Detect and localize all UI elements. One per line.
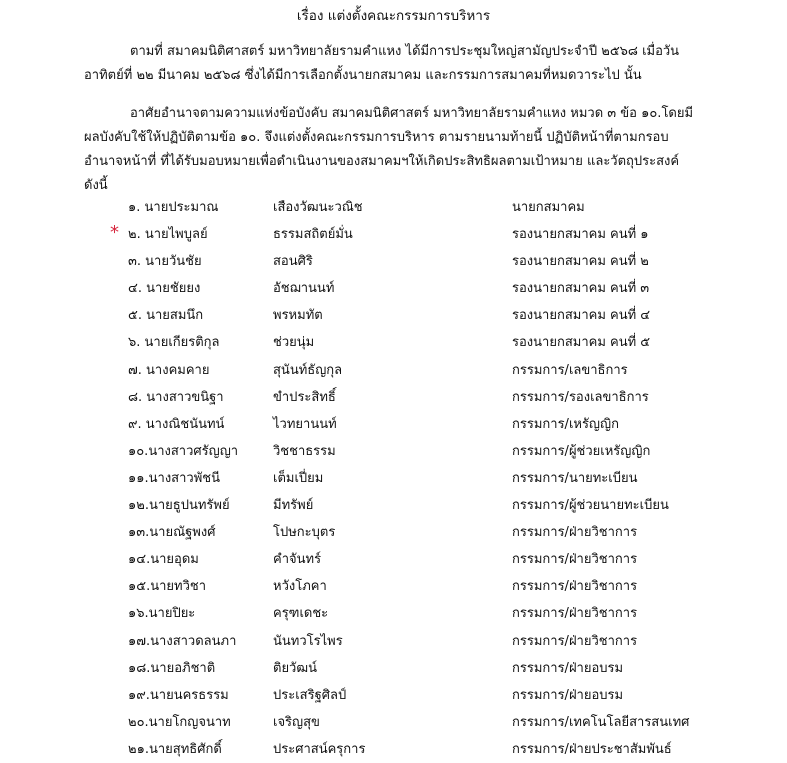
list-item: [0, 709, 787, 736]
list-item: [0, 736, 787, 763]
member-role: กรรมการ/ผู้ช่วยนายทะเบียน: [512, 498, 669, 514]
member-last-name: วิชชาธรรม: [273, 443, 336, 459]
member-last-name: พรหมทัต: [273, 308, 323, 324]
member-last-name: นันทวโรไพร: [273, 633, 343, 649]
member-list: [0, 194, 787, 763]
member-last-name: มีทรัพย์: [273, 498, 314, 514]
member-role: กรรมการ/ฝ่ายวิชาการ: [512, 633, 638, 649]
member-first-name: ๒๑.นายสุทธิศักดิ์: [128, 741, 222, 757]
member-last-name: ประเสริฐศิลป์: [273, 687, 347, 703]
list-item: [0, 411, 787, 438]
member-first-name: ๓. นายวันชัย: [128, 254, 202, 270]
member-first-name: ๑๗.นางสาวดลนภา: [128, 633, 237, 649]
authority-paragraph: [84, 102, 704, 198]
list-item: [0, 302, 787, 329]
list-item: [0, 329, 787, 356]
list-item: [0, 438, 787, 465]
list-item: [0, 600, 787, 627]
list-item: [0, 275, 787, 302]
intro-paragraph-text: ตามที่ สมาคมนิติศาสตร์ มหาวิทยาลัยรามคำแหง ได้มีการประชุมใหญ่สามัญประจำปี ๒๕๖๘ เมื่อวันอาทิตย์ที่ ๒๒ มีนาคม ๒๕๖๘ ซึ่งได้มีการเลือกตั้งนายกสมาคม และกรรมการสมาคมที่หมดวาระไป นั้น: [84, 44, 680, 83]
member-first-name: ๑๘.นายอภิชาติ: [128, 660, 216, 676]
member-role: กรรมการ/ฝ่ายอบรม: [512, 687, 624, 703]
member-role: นายกสมาคม: [512, 200, 585, 215]
member-last-name: เจริญสุข: [273, 714, 320, 730]
member-first-name: ๒. นายไพบูลย์: [128, 227, 208, 243]
member-last-name: ไวทยานนท์: [273, 416, 337, 432]
member-role: รองนายกสมาคม คนที่ ๓: [512, 281, 650, 297]
list-item: [0, 357, 787, 384]
member-first-name: ๑๕.นายทวิชา: [128, 579, 207, 595]
intro-paragraph: [84, 40, 704, 88]
list-item: [0, 384, 787, 411]
member-role: รองนายกสมาคม คนที่ ๕: [512, 335, 651, 351]
member-first-name: ๑๙.นายนครธรรม: [128, 687, 229, 703]
list-item: [0, 546, 787, 573]
member-last-name: ติยวัฒน์: [273, 660, 317, 676]
member-role: กรรมการ/ผู้ช่วยเหรัญญิก: [512, 443, 651, 459]
member-first-name: ๕. นายสมนึก: [128, 308, 204, 324]
member-first-name: ๗. นางคมคาย: [128, 362, 210, 378]
member-first-name: ๑๓.นายณัฐพงศ์: [128, 525, 216, 541]
member-last-name: สอนศิริ: [273, 254, 313, 270]
authority-paragraph-text: อาศัยอำนาจตามความแห่งข้อบังคับ สมาคมนิติศาสตร์ มหาวิทยาลัยรามคำแหง หมวด ๓ ข้อ ๑๐.โดยมีผลบังคับใช้ให้ปฏิบัติตามข้อ ๑๐. จึงแต่งตั้งคณะกรรมการบริหาร ตามรายนามท้ายนี้ ปฏิบัติหน้าที่ตามกรอบอำนาจหน้าที่ ที่ได้รับมอบหมายเพื่อดำเนินงานของสมาคมฯให้เกิดประสิทธิผลตามเป้าหมาย และวัตถุประสงค์ ดังนี้: [84, 106, 694, 193]
list-item: [0, 492, 787, 519]
member-first-name: ๑๑.นางสาวพัชนี: [128, 470, 220, 486]
member-last-name: ธรรมสถิตย์มั่น: [273, 227, 353, 243]
member-last-name: คำจันทร์: [273, 552, 322, 568]
member-last-name: อัชฌานนท์: [273, 281, 335, 297]
member-first-name: ๑๖.นายปิยะ: [128, 606, 196, 622]
member-role: รองนายกสมาคม คนที่ ๑: [512, 227, 649, 243]
member-last-name: สุนันท์ธัญกุล: [273, 362, 343, 378]
list-item: [0, 519, 787, 546]
member-last-name: ช่วยนุ่ม: [273, 335, 315, 351]
member-last-name: ครุฑเดชะ: [273, 606, 329, 622]
member-first-name: ๔. นายชัยยง: [128, 281, 201, 297]
member-first-name: ๙. นางณิชนันทน์: [128, 416, 225, 432]
member-role: รองนายกสมาคม คนที่ ๔: [512, 308, 651, 324]
member-role: กรรมการ/เหรัญญิก: [512, 416, 619, 432]
member-role: กรรมการ/ฝ่ายวิชาการ: [512, 525, 638, 541]
member-last-name: หวังโภคา: [273, 579, 327, 595]
member-role: กรรมการ/ฝ่ายวิชาการ: [512, 552, 638, 568]
member-first-name: ๑. นายประมาณ: [128, 200, 219, 215]
member-role: กรรมการ/เลขาธิการ: [512, 362, 628, 378]
member-last-name: เต็มเปี่ยม: [273, 470, 324, 486]
list-item: [0, 655, 787, 682]
member-role: รองนายกสมาคม คนที่ ๒: [512, 254, 649, 270]
member-first-name: ๘. นางสาวขนิฐา: [128, 389, 224, 405]
member-role: กรรมการ/ฝ่ายอบรม: [512, 660, 624, 676]
member-role: กรรมการ/ฝ่ายวิชาการ: [512, 579, 638, 595]
member-role: กรรมการ/เทคโนโลยีสารสนเทศ: [512, 714, 690, 730]
member-first-name: ๒๐.นายโกญจนาท: [128, 714, 231, 730]
member-first-name: ๑๒.นายธูปนทรัพย์: [128, 498, 230, 514]
member-first-name: ๑๔.นายอุดม: [128, 552, 199, 568]
star-marker-icon: *: [110, 222, 119, 243]
list-item: [0, 194, 787, 221]
member-role: กรรมการ/ฝ่ายวิชาการ: [512, 606, 638, 622]
member-last-name: เสืองวัฒนะวณิช: [273, 200, 363, 215]
list-item: [0, 221, 787, 248]
member-last-name: ประศาสน์ครุการ: [273, 741, 366, 757]
member-first-name: ๑๐.นางสาวศรัญญา: [128, 443, 239, 459]
list-item: [0, 573, 787, 600]
member-role: กรรมการ/ฝ่ายประชาสัมพันธ์: [512, 741, 672, 757]
member-first-name: ๖. นายเกียรติกุล: [128, 335, 220, 351]
member-last-name: โปษกะบุตร: [273, 525, 336, 541]
list-item: [0, 248, 787, 275]
list-item: [0, 682, 787, 709]
member-role: กรรมการ/นายทะเบียน: [512, 470, 638, 486]
member-last-name: ขำประสิทธิ์: [273, 389, 336, 405]
list-item: [0, 628, 787, 655]
document-title: เรื่อง แต่งตั้งคณะกรรมการบริหาร: [296, 8, 491, 24]
list-item: [0, 465, 787, 492]
member-role: กรรมการ/รองเลขาธิการ: [512, 389, 649, 405]
